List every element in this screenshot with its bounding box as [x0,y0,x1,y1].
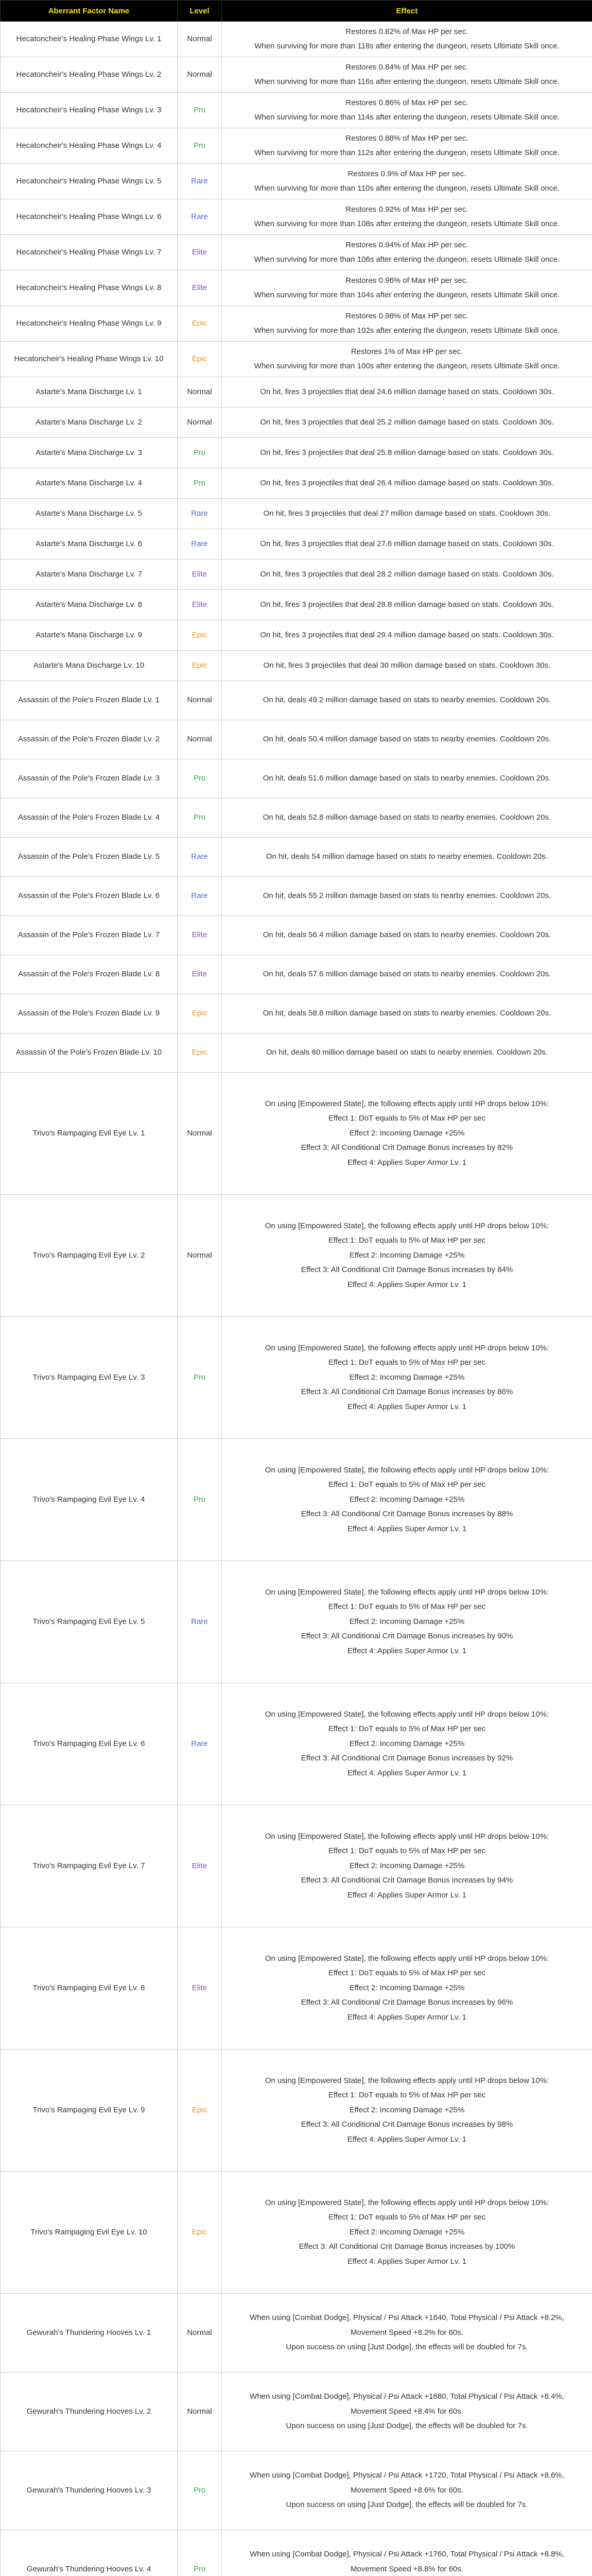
factor-effect [222,408,592,438]
effect-line: Effect 4: Applies Super Armor Lv. 1 [347,1646,467,1655]
table-row [1,529,592,560]
factor-level: Pro [178,2451,222,2530]
table-row [1,916,592,955]
factor-level: Elite [178,916,222,955]
effect-line: On hit, deals 56.4 million damage based on stats to nearby enemies. Cooldown 20s. [263,930,551,940]
effect-line: Restores 0.84% of Max HP per sec. [345,62,468,72]
factor-name: Astarte's Mana Discharge Lv. 2 [1,408,178,438]
effect-line: When using [Combat Dodge], Physical / Psi Attack +1760, Total Physical / Psi Attack +8.8%, [250,2550,564,2559]
factor-name: Assassin of the Pole's Frozen Blade Lv. 6 [1,877,178,916]
effect-line: Effect 1: DoT equals to 5% of Max HP per sec [328,2091,486,2100]
effect-line: When surviving for more than 100s after entering the dungeon, resets Ultimate Skill once. [254,362,560,370]
factor-level: Normal [178,720,222,759]
effect-line: Effect 2: Incoming Damage +25% [349,1495,465,1504]
effect-line: On hit, deals 55.2 million damage based on stats to nearby enemies. Cooldown 20s. [263,891,551,901]
factor-level: Epic [178,651,222,681]
factor-level: Elite [178,560,222,590]
effect-line: Effect 3: All Conditional Crit Damage Bonus increases by 88% [301,1510,513,1519]
factor-level: Pro [178,2530,222,2576]
effect-line: Upon success on using [Just Dodge], the effects will be doubled for 7s. [286,2421,528,2431]
factor-effect [222,759,592,799]
effect-line: On hit, deals 58.8 million damage based on stats to nearby enemies. Cooldown 20s. [263,1009,551,1018]
factor-effect [222,342,592,377]
factor-effect [222,1439,592,1561]
effect-line: On hit, deals 57.6 million damage based on stats to nearby enemies. Cooldown 20s. [263,970,551,979]
factor-name: Trivo's Rampaging Evil Eye Lv. 1 [1,1073,178,1195]
effect-line: Restores 1% of Max HP per sec. [351,347,463,356]
effect-line: Effect 3: All Conditional Crit Damage Bonus increases by 96% [301,1998,513,2007]
factor-effect [222,438,592,468]
effect-line: Effect 3: All Conditional Crit Damage Bonus increases by 82% [301,1143,513,1153]
factor-level: Elite [178,590,222,620]
factor-level: Pro [178,1317,222,1439]
factor-level: Normal [178,57,222,93]
effect-line: When surviving for more than 116s after entering the dungeon, resets Ultimate Skill once. [254,77,560,86]
factor-name: Hecatoncheir's Healing Phase Wings Lv. 7 [1,235,178,270]
table-row [1,1805,592,1927]
table-row [1,620,592,651]
table-row [1,720,592,759]
factor-effect [222,1683,592,1805]
table-row [1,560,592,590]
factor-effect [222,955,592,994]
table-row [1,1073,592,1195]
factor-name: Trivo's Rampaging Evil Eye Lv. 6 [1,1683,178,1805]
effect-line: On hit, fires 3 projectiles that deal 29.4 million damage based on stats. Cooldown 30s. [260,630,554,639]
effect-line: Restores 0.88% of Max HP per sec. [345,133,468,143]
factor-level: Rare [178,529,222,560]
factor-name: Assassin of the Pole's Frozen Blade Lv. 9 [1,994,178,1033]
factor-effect [222,1195,592,1317]
factor-effect [222,529,592,560]
factor-effect [222,1927,592,2049]
table-row [1,1561,592,1683]
factor-level: Normal [178,377,222,408]
table-row [1,2294,592,2372]
effect-line: Movement Speed +8.6% for 60s. [351,2485,463,2495]
factor-name: Assassin of the Pole's Frozen Blade Lv. 3 [1,759,178,799]
effect-line: When using [Combat Dodge], Physical / Psi Attack +1640, Total Physical / Psi Attack +8.2%, [250,2313,564,2323]
factor-name: Trivo's Rampaging Evil Eye Lv. 3 [1,1317,178,1439]
effect-line: On using [Empowered State], the following effects apply until HP drops below 10%: [265,1221,549,1230]
effect-line: When surviving for more than 102s after entering the dungeon, resets Ultimate Skill once. [254,326,560,335]
effect-line: Effect 3: All Conditional Crit Damage Bonus increases by 84% [301,1265,513,1275]
effect-line: Movement Speed +8.4% for 60s. [351,2406,463,2416]
table-row [1,1033,592,1073]
factor-effect [222,93,592,128]
effect-line: Effect 2: Incoming Damage +25% [349,1739,465,1748]
effect-line: Movement Speed +8.8% for 60s. [351,2564,463,2573]
factor-name: Assassin of the Pole's Frozen Blade Lv. 5 [1,838,178,877]
factor-level: Epic [178,620,222,651]
factor-name: Astarte's Mana Discharge Lv. 4 [1,468,178,499]
effect-line: Effect 3: All Conditional Crit Damage Bonus increases by 94% [301,1876,513,1885]
table-row [1,438,592,468]
factor-name: Gewurah's Thundering Hooves Lv. 4 [1,2530,178,2576]
factor-level: Pro [178,468,222,499]
effect-line: On hit, deals 54 million damage based on stats to nearby enemies. Cooldown 20s. [266,852,548,861]
table-row [1,590,592,620]
table-row [1,994,592,1033]
effect-line: Effect 4: Applies Super Armor Lv. 1 [347,1524,467,1533]
factor-name: Gewurah's Thundering Hooves Lv. 1 [1,2294,178,2372]
factor-level: Epic [178,1033,222,1073]
factor-name: Assassin of the Pole's Frozen Blade Lv. 1 [1,681,178,720]
factor-effect [222,620,592,651]
factor-effect [222,2172,592,2294]
table-row [1,1927,592,2049]
header-row [1,1,592,22]
effect-line: On hit, deals 60 million damage based on stats to nearby enemies. Cooldown 20s. [266,1048,548,1057]
effect-line: When surviving for more than 106s after entering the dungeon, resets Ultimate Skill once. [254,255,560,264]
factor-effect [222,2294,592,2372]
factor-name: Hecatoncheir's Healing Phase Wings Lv. 5 [1,164,178,199]
factor-level: Pro [178,93,222,128]
effect-line: Effect 2: Incoming Damage +25% [349,1128,465,1138]
factor-name: Astarte's Mana Discharge Lv. 1 [1,377,178,408]
table-row [1,1195,592,1317]
factor-name: Trivo's Rampaging Evil Eye Lv. 2 [1,1195,178,1317]
effect-line: Effect 1: DoT equals to 5% of Max HP per sec [328,1114,486,1123]
factor-level: Rare [178,1683,222,1805]
effect-line: On hit, fires 3 projectiles that deal 30 million damage based on stats. Cooldown 30s. [263,660,551,670]
effect-line: Effect 3: All Conditional Crit Damage Bonus increases by 100% [299,2242,515,2251]
effect-line: On using [Empowered State], the following effects apply until HP drops below 10%: [265,2076,549,2085]
factor-effect [222,22,592,57]
factor-level: Elite [178,270,222,306]
effect-line: Effect 2: Incoming Damage +25% [349,1250,465,1260]
factor-name: Astarte's Mana Discharge Lv. 3 [1,438,178,468]
factor-name: Assassin of the Pole's Frozen Blade Lv. 4 [1,799,178,838]
table-row [1,128,592,164]
factor-effect [222,164,592,199]
table-row [1,499,592,529]
effect-line: Upon success on using [Just Dodge], the effects will be doubled for 7s. [286,2500,528,2510]
factor-name: Trivo's Rampaging Evil Eye Lv. 9 [1,2049,178,2172]
effect-line: On using [Empowered State], the following effects apply until HP drops below 10%: [265,1709,549,1719]
effect-line: On using [Empowered State], the following effects apply until HP drops below 10%: [265,1954,549,1963]
effect-line: Effect 4: Applies Super Armor Lv. 1 [347,1768,467,1777]
factor-level: Elite [178,1927,222,2049]
factor-name: Hecatoncheir's Healing Phase Wings Lv. 10 [1,342,178,377]
header-level: Level [178,1,222,22]
factor-level: Epic [178,342,222,377]
effect-line: When surviving for more than 110s after entering the dungeon, resets Ultimate Skill once. [254,184,560,193]
factor-effect [222,128,592,164]
effect-line: Effect 1: DoT equals to 5% of Max HP per sec [328,1480,486,1489]
effect-line: Effect 3: All Conditional Crit Damage Bonus increases by 90% [301,1632,513,1641]
factor-level: Epic [178,2049,222,2172]
effect-line: Effect 1: DoT equals to 5% of Max HP per sec [328,1358,486,1367]
effect-line: Effect 4: Applies Super Armor Lv. 1 [347,1890,467,1900]
factor-level: Pro [178,128,222,164]
effect-line: Restores 0.92% of Max HP per sec. [345,205,468,214]
factor-level: Epic [178,2172,222,2294]
effect-line: Effect 1: DoT equals to 5% of Max HP per sec [328,1969,486,1978]
effect-line: Upon success on using [Just Dodge], the effects will be doubled for 7s. [286,2343,528,2352]
factor-name: Astarte's Mana Discharge Lv. 7 [1,560,178,590]
table-row [1,1683,592,1805]
effect-line: On using [Empowered State], the following effects apply until HP drops below 10%: [265,1587,549,1597]
table-row [1,877,592,916]
factor-effect [222,651,592,681]
factor-name: Gewurah's Thundering Hooves Lv. 2 [1,2372,178,2451]
effect-line: On hit, fires 3 projectiles that deal 28.8 million damage based on stats. Cooldown 30s. [260,600,554,609]
table-row [1,2049,592,2172]
factor-level: Elite [178,1805,222,1927]
effect-line: When surviving for more than 118s after entering the dungeon, resets Ultimate Skill once. [254,42,560,50]
factor-level: Normal [178,1195,222,1317]
effect-line: On hit, deals 49.2 million damage based on stats to nearby enemies. Cooldown 20s. [263,696,551,705]
table-row [1,2372,592,2451]
effect-line: When using [Combat Dodge], Physical / Psi Attack +1720, Total Physical / Psi Attack +8.6%, [250,2471,564,2480]
effect-line: When surviving for more than 114s after entering the dungeon, resets Ultimate Skill once. [254,113,560,122]
effect-line: Restores 0.9% of Max HP per sec. [347,169,466,178]
factor-level: Normal [178,22,222,57]
effect-line: When surviving for more than 108s after entering the dungeon, resets Ultimate Skill once. [254,219,560,228]
effect-line: Effect 2: Incoming Damage +25% [349,1617,465,1626]
factor-name: Astarte's Mana Discharge Lv. 6 [1,529,178,560]
effect-line: Restores 0.98% of Max HP per sec. [345,311,468,320]
factor-name: Hecatoncheir's Healing Phase Wings Lv. 8 [1,270,178,306]
table-row [1,164,592,199]
effect-line: Effect 3: All Conditional Crit Damage Bonus increases by 92% [301,1754,513,1763]
table-row [1,651,592,681]
effect-line: On hit, fires 3 projectiles that deal 27.6 million damage based on stats. Cooldown 30s. [260,539,554,548]
table-row [1,22,592,57]
factor-level: Pro [178,799,222,838]
factor-level: Rare [178,877,222,916]
effect-line: On using [Empowered State], the following effects apply until HP drops below 10%: [265,1343,549,1352]
factor-name: Assassin of the Pole's Frozen Blade Lv. 8 [1,955,178,994]
factor-effect [222,994,592,1033]
factor-effect [222,1033,592,1073]
factor-level: Epic [178,994,222,1033]
effect-line: On hit, fires 3 projectiles that deal 27 million damage based on stats. Cooldown 30s. [263,509,551,518]
factor-effect [222,57,592,93]
effect-line: On hit, fires 3 projectiles that deal 26.4 million damage based on stats. Cooldown 30s. [260,478,554,487]
effect-line: Effect 4: Applies Super Armor Lv. 1 [347,1280,467,1289]
factor-level: Epic [178,306,222,342]
table-row [1,955,592,994]
table-row [1,306,592,342]
factor-level: Pro [178,438,222,468]
table-row [1,199,592,235]
effect-line: On hit, deals 52.8 million damage based on stats to nearby enemies. Cooldown 20s. [263,813,551,822]
factor-effect [222,877,592,916]
factor-effect [222,377,592,408]
effect-line: Effect 4: Applies Super Armor Lv. 1 [347,1402,467,1411]
effect-line: When using [Combat Dodge], Physical / Psi Attack +1680, Total Physical / Psi Attack +8.4%, [250,2392,564,2401]
factor-effect [222,1561,592,1683]
factor-effect [222,1317,592,1439]
factor-name: Astarte's Mana Discharge Lv. 8 [1,590,178,620]
factor-name: Assassin of the Pole's Frozen Blade Lv. 10 [1,1033,178,1073]
factor-level: Elite [178,235,222,270]
table-row [1,235,592,270]
factor-effect [222,235,592,270]
table-row [1,1439,592,1561]
effect-line: Effect 3: All Conditional Crit Damage Bonus increases by 86% [301,1387,513,1397]
effect-line: Restores 0.94% of Max HP per sec. [345,240,468,249]
factor-name: Hecatoncheir's Healing Phase Wings Lv. 9 [1,306,178,342]
factor-level: Pro [178,1439,222,1561]
factor-effect [222,499,592,529]
factor-effect [222,2049,592,2172]
effect-line: Effect 4: Applies Super Armor Lv. 1 [347,1158,467,1167]
effect-line: On hit, fires 3 projectiles that deal 25.8 million damage based on stats. Cooldown 30s. [260,448,554,457]
factor-name: Assassin of the Pole's Frozen Blade Lv. 2 [1,720,178,759]
effect-line: On hit, fires 3 projectiles that deal 25.2 million damage based on stats. Cooldown 30s. [260,417,554,427]
factor-effect [222,2372,592,2451]
factor-name: Trivo's Rampaging Evil Eye Lv. 10 [1,2172,178,2294]
factor-name: Astarte's Mana Discharge Lv. 10 [1,651,178,681]
effect-line: On hit, fires 3 projectiles that deal 24.6 million damage based on stats. Cooldown 30s. [260,387,554,396]
effect-line: On using [Empowered State], the following effects apply until HP drops below 10%: [265,1832,549,1841]
table-row [1,2172,592,2294]
effect-line: Effect 4: Applies Super Armor Lv. 1 [347,2134,467,2144]
factor-effect [222,838,592,877]
effect-line: Effect 2: Incoming Damage +25% [349,2105,465,2114]
factor-name: Astarte's Mana Discharge Lv. 5 [1,499,178,529]
effect-line: Effect 1: DoT equals to 5% of Max HP per sec [328,1724,486,1734]
factor-level: Rare [178,838,222,877]
table-row [1,57,592,93]
factor-effect [222,1805,592,1927]
effect-line: Effect 4: Applies Super Armor Lv. 1 [347,2257,467,2266]
effect-line: When surviving for more than 112s after entering the dungeon, resets Ultimate Skill once. [254,148,560,157]
table-row [1,2451,592,2530]
factor-level: Normal [178,2372,222,2451]
factor-effect [222,1073,592,1195]
factor-effect [222,681,592,720]
factor-level: Elite [178,955,222,994]
factor-name: Hecatoncheir's Healing Phase Wings Lv. 6 [1,199,178,235]
table-row [1,2530,592,2576]
factor-name: Astarte's Mana Discharge Lv. 9 [1,620,178,651]
factor-name: Trivo's Rampaging Evil Eye Lv. 7 [1,1805,178,1927]
table-row [1,468,592,499]
table-row [1,377,592,408]
effect-line: On hit, fires 3 projectiles that deal 28.2 million damage based on stats. Cooldown 30s. [260,569,554,579]
factor-name: Hecatoncheir's Healing Phase Wings Lv. 1 [1,22,178,57]
effect-line: Movement Speed +8.2% for 60s. [351,2328,463,2337]
factor-effect [222,590,592,620]
factor-level: Rare [178,164,222,199]
effect-line: Restores 0.82% of Max HP per sec. [345,27,468,36]
factor-name: Gewurah's Thundering Hooves Lv. 3 [1,2451,178,2530]
effect-line: Effect 1: DoT equals to 5% of Max HP per sec [328,1846,486,1856]
factor-name: Hecatoncheir's Healing Phase Wings Lv. 4 [1,128,178,164]
effect-line: Effect 3: All Conditional Crit Damage Bonus increases by 98% [301,2120,513,2129]
table-row [1,799,592,838]
effect-line: Effect 1: DoT equals to 5% of Max HP per sec [328,1236,486,1245]
effect-line: Effect 2: Incoming Damage +25% [349,1861,465,1870]
factor-level: Normal [178,1073,222,1195]
effect-line: Effect 2: Incoming Damage +25% [349,2227,465,2236]
table-body [1,22,592,2576]
effect-line: On hit, deals 51.6 million damage based on stats to nearby enemies. Cooldown 20s. [263,774,551,783]
effect-line: On using [Empowered State], the following effects apply until HP drops below 10%: [265,2198,549,2207]
header-name: Aberrant Factor Name [1,1,178,22]
factor-effect [222,270,592,306]
factor-effect [222,799,592,838]
effect-line: On using [Empowered State], the following effects apply until HP drops below 10%: [265,1099,549,1108]
table-row [1,1317,592,1439]
factor-effect [222,560,592,590]
factor-effect [222,2451,592,2530]
factor-effect [222,468,592,499]
factor-level: Rare [178,199,222,235]
factor-name: Hecatoncheir's Healing Phase Wings Lv. 2 [1,57,178,93]
effect-line: Effect 2: Incoming Damage +25% [349,1372,465,1382]
effect-line: Effect 2: Incoming Damage +25% [349,1983,465,1992]
factor-name: Assassin of the Pole's Frozen Blade Lv. 7 [1,916,178,955]
effect-line: When surviving for more than 104s after entering the dungeon, resets Ultimate Skill once. [254,291,560,299]
table-row [1,93,592,128]
table-row [1,838,592,877]
table-row [1,681,592,720]
factor-level: Normal [178,408,222,438]
factor-effect [222,916,592,955]
table-row [1,408,592,438]
effect-line: On using [Empowered State], the following effects apply until HP drops below 10%: [265,1465,549,1475]
table-row [1,342,592,377]
factor-name: Hecatoncheir's Healing Phase Wings Lv. 3 [1,93,178,128]
factor-level: Rare [178,499,222,529]
factor-level: Pro [178,759,222,799]
factor-effect [222,720,592,759]
table-row [1,759,592,799]
factor-name: Trivo's Rampaging Evil Eye Lv. 8 [1,1927,178,2049]
header-effect: Effect [222,1,592,22]
table-row [1,270,592,306]
factor-name: Trivo's Rampaging Evil Eye Lv. 5 [1,1561,178,1683]
factor-effect [222,199,592,235]
effect-line: On hit, deals 50.4 million damage based on stats to nearby enemies. Cooldown 20s. [263,735,551,744]
factor-name: Trivo's Rampaging Evil Eye Lv. 4 [1,1439,178,1561]
effect-line: Effect 1: DoT equals to 5% of Max HP per sec [328,1602,486,1612]
effect-line: Effect 1: DoT equals to 5% of Max HP per sec [328,2213,486,2222]
effect-line: Effect 4: Applies Super Armor Lv. 1 [347,2012,467,2022]
factor-effect [222,306,592,342]
effect-line: Restores 0.96% of Max HP per sec. [345,276,468,285]
factor-level: Normal [178,2294,222,2372]
factor-level: Normal [178,681,222,720]
factor-level: Rare [178,1561,222,1683]
effect-line: Restores 0.86% of Max HP per sec. [345,98,468,107]
factor-effect [222,2530,592,2576]
